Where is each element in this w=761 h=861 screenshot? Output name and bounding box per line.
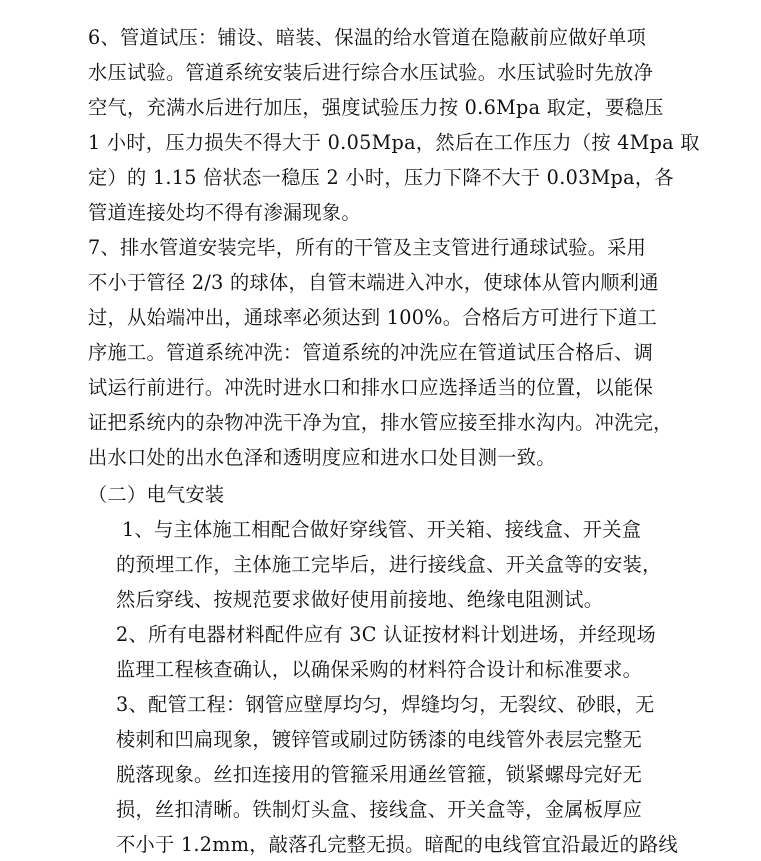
text-line: 2、所有电器材料配件应有 3C 认证按材料计划进场，并经现场: [116, 623, 656, 646]
text-line: 不小于管径 2/3 的球体，自管末端进入冲水，使球体从管内顺利通: [88, 271, 659, 294]
text-line: 棱刺和凹扁现象，镀锌管或刷过防锈漆的电线管外表层完整无: [116, 728, 643, 751]
text-line: 监理工程核查确认，以确保采购的材料符合设计和标准要求。: [116, 658, 643, 681]
text-line: 证把系统内的杂物冲洗干净为宜，排水管应接至排水沟内。冲洗完，: [88, 411, 673, 434]
text-line: 管道连接处均不得有渗漏现象。: [88, 201, 361, 224]
text-line: 过，从始端冲出，通球率必须达到 100%。合格后方可进行下道工: [88, 306, 658, 329]
section-heading: （二）电气安装: [88, 483, 225, 506]
text-line: 6、管道试压：铺设、暗装、保温的给水管道在隐蔽前应做好单项: [88, 26, 647, 49]
text-line: 不小于 1.2mm，敲落孔完整无损。暗配的电线管宜沿最近的路线: [116, 833, 678, 856]
text-line: 序施工。管道系统冲洗：管道系统的冲洗应在管道试压合格后、调: [88, 341, 654, 364]
text-line: 出水口处的出水色泽和透明度应和进水口处目测一致。: [88, 446, 556, 469]
text-line: 损，丝扣清晰。铁制灯头盒、接线盒、开关盒等，金属板厚应: [116, 798, 643, 821]
text-line: 1 小时，压力损失不得大于 0.05Mpa，然后在工作压力（按 4Mpa 取: [88, 131, 700, 154]
text-line: 空气，充满水后进行加压，强度试验压力按 0.6Mpa 取定，要稳压: [88, 96, 664, 119]
text-line: 水压试验。管道系统安装后进行综合水压试验。水压试验时先放净: [88, 61, 654, 84]
text-line: 7、排水管道安装完毕，所有的干管及主支管进行通球试验。采用: [88, 236, 647, 259]
text-line: 1、与主体施工相配合做好穿线管、开关箱、接线盒、开关盒: [122, 518, 642, 541]
text-line: 3、配管工程：钢管应壁厚均匀，焊缝均匀，无裂纹、砂眼，无: [116, 693, 655, 716]
text-line: 的预埋工作，主体施工完毕后，进行接线盒、开关盒等的安装，: [116, 553, 662, 576]
text-line: 然后穿线、按规范要求做好使用前接地、绝缘电阻测试。: [116, 588, 604, 611]
text-line: 脱落现象。丝扣连接用的管箍采用通丝管箍，锁紧螺母完好无: [116, 763, 643, 786]
text-line: 定）的 1.15 倍状态一稳压 2 小时，压力下降不大于 0.03Mpa，各: [88, 166, 674, 189]
text-line: 试运行前进行。冲洗时进水口和排水口应选择适当的位置，以能保: [88, 376, 654, 399]
